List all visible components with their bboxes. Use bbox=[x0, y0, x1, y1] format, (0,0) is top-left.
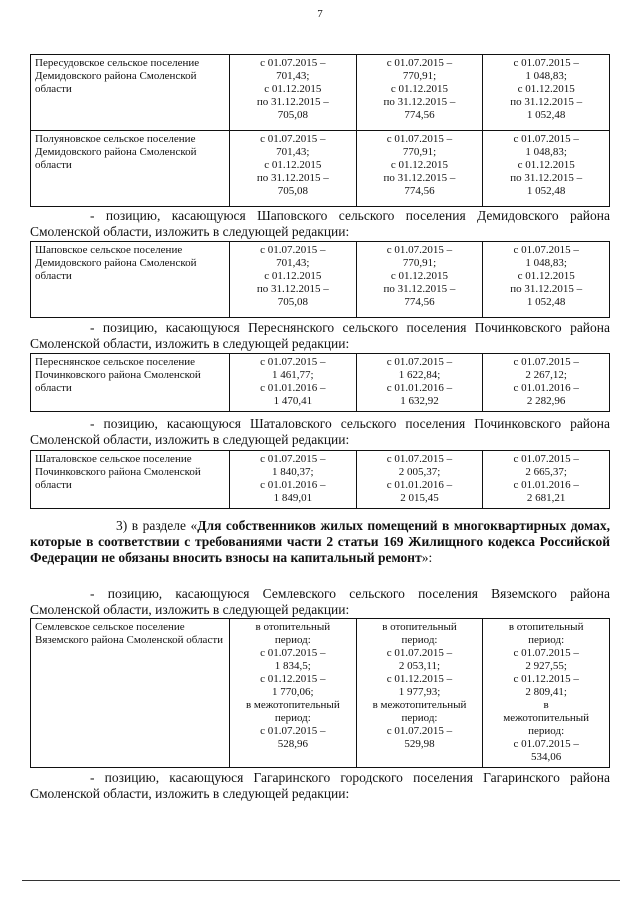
tariff-cell: с 01.07.2015 – 770,91; с 01.12.2015 по 31.12.2015 – 774,56 bbox=[356, 55, 483, 131]
paragraph-peresna: - позицию, касающуюся Переснянского сельского поселения Починковского района Смоленской области, изложить в следующей редакции: bbox=[30, 320, 610, 351]
tariff-cell: с 01.07.2015 – 2 665,37; с 01.01.2016 – 2 681,21 bbox=[483, 451, 610, 509]
table-row bbox=[31, 619, 610, 768]
paragraph-gagarin: - позицию, касающуюся Гагаринского городского поселения Гагаринского района Смоленской области, изложить в следующей редакции: bbox=[30, 770, 610, 801]
settlement-name: Полуяновское сельское поселение Демидовского района Смоленской области bbox=[31, 131, 230, 207]
settlement-name: Семлевское сельское поселение Вяземского района Смоленской области bbox=[31, 619, 230, 768]
bottom-divider bbox=[22, 880, 620, 881]
tariff-cell: в отопительный период: с 01.07.2015 – 2 053,11; с 01.12.2015 – 1 977,93; в межотопительный период: с 01.07.2015 – 529,98 bbox=[356, 619, 483, 768]
paragraph-shapovo: - позицию, касающуюся Шаповского сельского поселения Демидовского района Смоленской области, изложить в следующей редакции: bbox=[30, 208, 610, 239]
tariff-cell: с 01.07.2015 – 2 267,12; с 01.01.2016 – 2 282,96 bbox=[483, 354, 610, 412]
tariff-table-2 bbox=[30, 241, 610, 318]
table-row bbox=[31, 242, 610, 318]
tariff-cell: с 01.07.2015 – 701,43; с 01.12.2015 по 31.12.2015 – 705,08 bbox=[230, 55, 357, 131]
table-row bbox=[31, 131, 610, 207]
tariff-cell: с 01.07.2015 – 701,43; с 01.12.2015 по 31.12.2015 – 705,08 bbox=[230, 131, 357, 207]
settlement-name: Пересудовское сельское поселение Демидовского района Смоленской области bbox=[31, 55, 230, 131]
settlement-name: Шаповское сельское поселение Демидовского района Смоленской области bbox=[31, 242, 230, 318]
tariff-cell: в отопительный период: с 01.07.2015 – 2 927,55; с 01.12.2015 – 2 809,41; в межотопительный период: с 01.07.2015 – 534,06 bbox=[483, 619, 610, 768]
tariff-table-4 bbox=[30, 450, 610, 509]
table-row bbox=[31, 354, 610, 412]
tariff-cell: с 01.07.2015 – 1 048,83; с 01.12.2015 по 31.12.2015 – 1 052,48 bbox=[483, 242, 610, 318]
section-3-title: Для собственников жилых помещений в многоквартирных домах, которые в соответствии с требованиями части 2 статьи 169 Жилищного кодекса Российской Федерации не обязаны вносить взносы на капитальный ремонт bbox=[30, 518, 611, 565]
paragraph-semlevo: - позицию, касающуюся Семлевского сельского поселения Вяземского района Смоленской области, изложить в следующей редакции: bbox=[30, 586, 610, 617]
tariff-cell: с 01.07.2015 – 1 461,77; с 01.01.2016 – 1 470,41 bbox=[230, 354, 357, 412]
tariff-cell: с 01.07.2015 – 1 048,83; с 01.12.2015 по 31.12.2015 – 1 052,48 bbox=[483, 55, 610, 131]
paragraph-shatalovo: - позицию, касающуюся Шаталовского сельского поселения Починковского района Смоленской области, изложить в следующей редакции: bbox=[30, 416, 610, 447]
tariff-table-3 bbox=[30, 353, 610, 412]
section-3-heading: 3) в разделе «Для собственников жилых помещений в многоквартирных домах, которые в соответствии с требованиями части 2 статьи 169 Жилищного кодекса Российской Федерации не обязаны вносить взносы на капитальный ремонт»: bbox=[30, 518, 611, 565]
page-number: 7 bbox=[317, 8, 323, 20]
tariff-cell: с 01.07.2015 – 2 005,37; с 01.01.2016 – 2 015,45 bbox=[356, 451, 483, 509]
tariff-table-1 bbox=[30, 54, 610, 207]
tariff-cell: в отопительный период: с 01.07.2015 – 1 834,5; с 01.12.2015 – 1 770,06; в межотопительный период: с 01.07.2015 – 528,96 bbox=[230, 619, 357, 768]
settlement-name: Шаталовское сельское поселение Починковского района Смоленской области bbox=[31, 451, 230, 509]
tariff-cell: с 01.07.2015 – 770,91; с 01.12.2015 по 31.12.2015 – 774,56 bbox=[356, 242, 483, 318]
tariff-cell: с 01.07.2015 – 1 840,37; с 01.01.2016 – 1 849,01 bbox=[230, 451, 357, 509]
settlement-name: Переснянское сельское поселение Починковского района Смоленской области bbox=[31, 354, 230, 412]
table-row bbox=[31, 55, 610, 131]
tariff-cell: с 01.07.2015 – 1 622,84; с 01.01.2016 – 1 632,92 bbox=[356, 354, 483, 412]
tariff-cell: с 01.07.2015 – 770,91; с 01.12.2015 по 31.12.2015 – 774,56 bbox=[356, 131, 483, 207]
table-row bbox=[31, 451, 610, 509]
tariff-cell: с 01.07.2015 – 1 048,83; с 01.12.2015 по 31.12.2015 – 1 052,48 bbox=[483, 131, 610, 207]
tariff-table-5 bbox=[30, 618, 610, 768]
tariff-cell: с 01.07.2015 – 701,43; с 01.12.2015 по 31.12.2015 – 705,08 bbox=[230, 242, 357, 318]
